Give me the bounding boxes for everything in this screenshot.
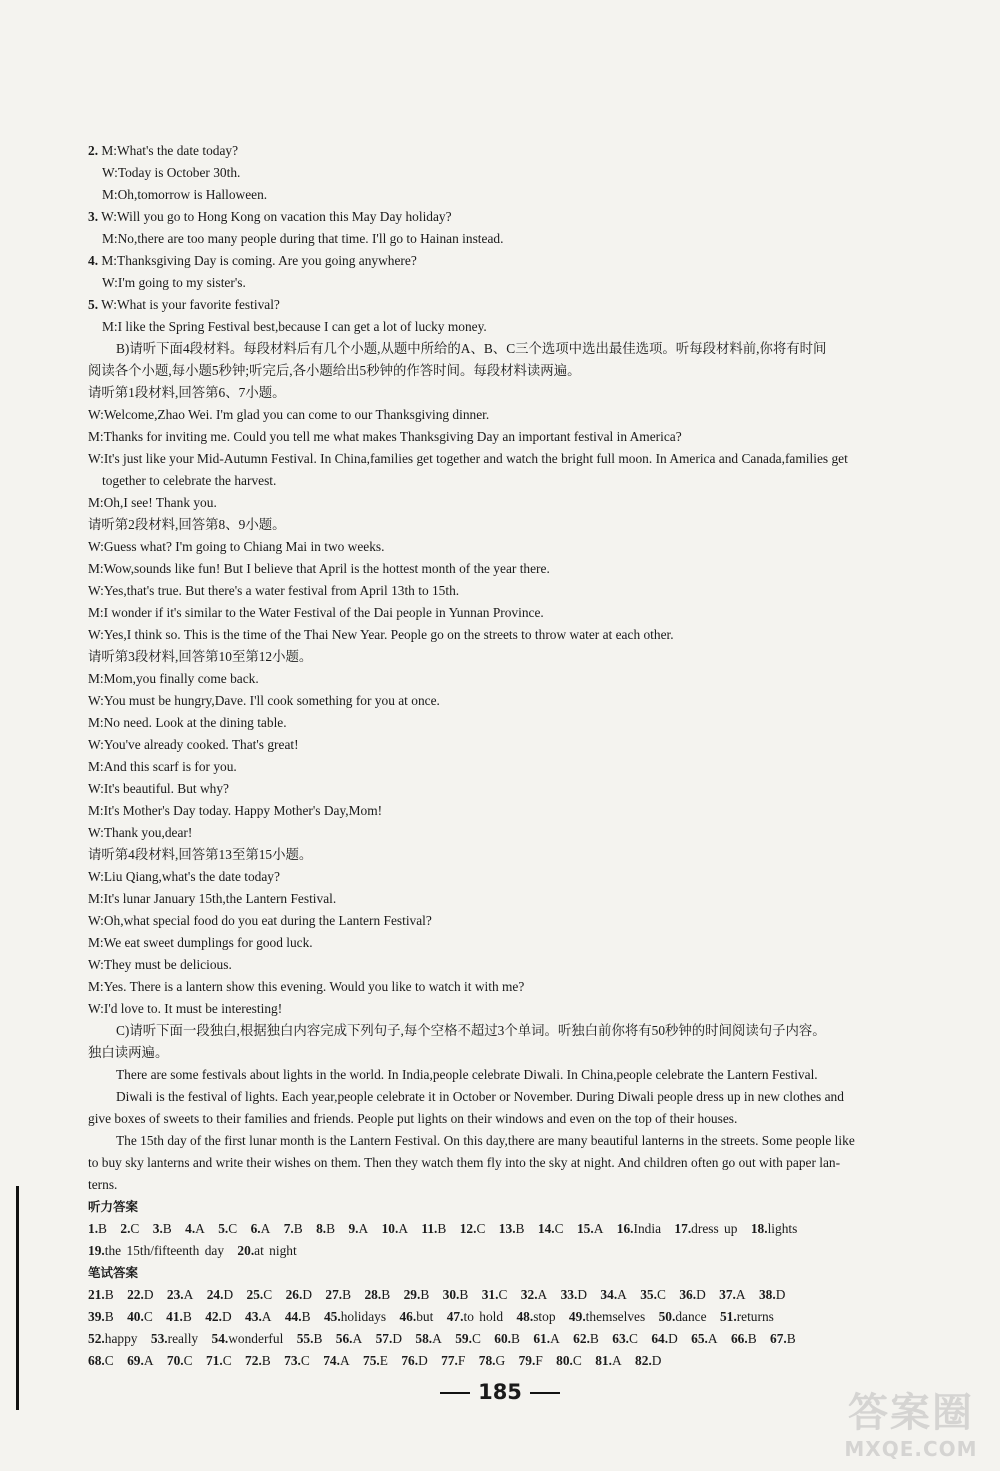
answer-item: 34.A: [600, 1287, 627, 1302]
answer-row: [88, 1218, 948, 1240]
text-line: terns.: [88, 1177, 118, 1192]
answer-item: 31.C: [481, 1287, 508, 1302]
answer-item: 4.A: [185, 1221, 205, 1236]
text-line: 请听第1段材料,回答第6、7小题。: [88, 385, 286, 400]
text-line: W:It's just like your Mid-Autumn Festival. In China,families get together and watch the bright full moon. In America and Canada,families get: [88, 451, 848, 466]
listening-answers-heading: 听力答案: [88, 1199, 139, 1214]
answer-row: [88, 1350, 948, 1372]
answer-item: 68.C: [88, 1353, 114, 1368]
answer-item: 11.B: [421, 1221, 447, 1236]
answer-item: 7.B: [283, 1221, 303, 1236]
text-line: W:You've already cooked. That's great!: [88, 737, 299, 752]
listening-answers: [88, 1218, 948, 1262]
answer-item: 45.holidays: [323, 1309, 387, 1324]
answer-item: 21.B: [88, 1287, 114, 1302]
written-answers: [88, 1284, 948, 1372]
answer-item: 39.B: [88, 1309, 114, 1324]
answer-item: 79.F: [518, 1353, 543, 1368]
text-line: W:You must be hungry,Dave. I'll cook something for you at once.: [88, 693, 440, 708]
answer-item: 15.A: [576, 1221, 604, 1236]
answer-item: 10.A: [381, 1221, 408, 1236]
transcript: [88, 140, 948, 1196]
answer-item: 36.D: [679, 1287, 706, 1302]
dash-right: [530, 1392, 560, 1394]
answer-item: 13.B: [498, 1221, 525, 1236]
text-line: W:Thank you,dear!: [88, 825, 193, 840]
answer-item: 9.A: [348, 1221, 369, 1236]
text-line: Diwali is the festival of lights. Each year,people celebrate it in October or November. During Diwali people dress up in new clothes and: [116, 1089, 844, 1104]
answer-row: [88, 1284, 948, 1306]
text-line: M:Oh,I see! Thank you.: [88, 495, 217, 510]
answer-item: 74.A: [323, 1353, 350, 1368]
text-line: W:Yes,I think so. This is the time of the Thai New Year. People go on the streets to throw water at each other.: [88, 627, 674, 642]
answer-item: 62.B: [573, 1331, 599, 1346]
answer-item: 66.B: [730, 1331, 757, 1346]
answer-item: 24.D: [206, 1287, 234, 1302]
text-line: The 15th day of the first lunar month is the Lantern Festival. On this day,there are many beautiful lanterns in the streets. Some people like: [116, 1133, 855, 1148]
answer-item: 19.the 15th/fifteenth day: [88, 1243, 225, 1258]
answer-item: 71.C: [205, 1353, 232, 1368]
answer-row: [88, 1240, 948, 1262]
answer-item: 29.B: [403, 1287, 430, 1302]
text-line: 请听第3段材料,回答第10至第12小题。: [88, 649, 313, 664]
text-line: M:We eat sweet dumplings for good luck.: [88, 935, 313, 950]
answer-item: 40.C: [127, 1309, 153, 1324]
text-line: W:It's beautiful. But why?: [88, 781, 230, 796]
answer-row: [88, 1306, 948, 1328]
text-line: W:I'm going to my sister's.: [102, 275, 246, 290]
answer-item: 76.D: [401, 1353, 428, 1368]
answer-item: 26.D: [285, 1287, 313, 1302]
question-number: 3.: [88, 209, 99, 224]
answer-item: 33.D: [560, 1287, 588, 1302]
answer-item: 3.B: [152, 1221, 172, 1236]
text-line: W:Today is October 30th.: [102, 165, 241, 180]
text-line: 2. M:What's the date today?: [88, 143, 239, 158]
text-line: M:Wow,sounds like fun! But I believe that April is the hottest month of the year there.: [88, 561, 550, 576]
text-line: M:It's Mother's Day today. Happy Mother's Day,Mom!: [88, 803, 383, 818]
text-line: M:Thanks for inviting me. Could you tell me what makes Thanksgiving Day an important festival in America?: [88, 429, 682, 444]
watermark-logo: [836, 1389, 986, 1461]
answer-item: 41.B: [166, 1309, 192, 1324]
text-line: 3. W:Will you go to Hong Kong on vacation this May Day holiday?: [88, 209, 452, 224]
text-line: give boxes of sweets to their families and friends. People put lights on their windows and even on the top of their houses.: [88, 1111, 738, 1126]
answer-item: 55.B: [296, 1331, 323, 1346]
answer-item: 23.A: [166, 1287, 194, 1302]
text-line: 4. M:Thanksgiving Day is coming. Are you going anywhere?: [88, 253, 417, 268]
text-line: W:Yes,that's true. But there's a water festival from April 13th to 15th.: [88, 583, 460, 598]
text-line: M:And this scarf is for you.: [88, 759, 237, 774]
question-number: 2.: [88, 143, 99, 158]
answer-item: 47.to hold: [446, 1309, 504, 1324]
answer-item: 50.dance: [658, 1309, 707, 1324]
dash-left: [440, 1392, 470, 1394]
text-line: M:Mom,you finally come back.: [88, 671, 259, 686]
answer-item: 82.D: [635, 1353, 662, 1368]
answer-item: 16.India: [616, 1221, 662, 1236]
answer-item: 80.C: [556, 1353, 582, 1368]
answer-item: 2.C: [120, 1221, 140, 1236]
page-number-text: 185: [478, 1380, 522, 1404]
answer-item: 30.B: [442, 1287, 469, 1302]
answer-item: 52.happy: [88, 1331, 138, 1346]
answer-item: 38.D: [758, 1287, 786, 1302]
answer-item: 48.stop: [516, 1309, 556, 1324]
answer-item: 17.dress up: [674, 1221, 738, 1236]
answer-item: 73.C: [284, 1353, 310, 1368]
text-line: M:No,there are too many people during that time. I'll go to Hainan instead.: [102, 231, 504, 246]
answer-item: 35.C: [640, 1287, 666, 1302]
answer-item: 54.wonderful: [211, 1331, 284, 1346]
written-answers-heading: 笔试答案: [88, 1265, 139, 1280]
answer-item: 28.B: [364, 1287, 391, 1302]
answer-item: 44.B: [284, 1309, 311, 1324]
text-line: W:They must be delicious.: [88, 957, 232, 972]
answer-item: 32.A: [520, 1287, 548, 1302]
text-line: W:I'd love to. It must be interesting!: [88, 1001, 283, 1016]
answer-item: 64.D: [651, 1331, 678, 1346]
text-line: W:Liu Qiang,what's the date today?: [88, 869, 280, 884]
page-content: [88, 140, 948, 1372]
answer-item: 69.A: [127, 1353, 154, 1368]
text-line: M:It's lunar January 15th,the Lantern Festival.: [88, 891, 337, 906]
answer-item: 49.themselves: [568, 1309, 646, 1324]
text-line: together to celebrate the harvest.: [102, 473, 277, 488]
answer-item: 8.B: [316, 1221, 336, 1236]
text-line: 请听第4段材料,回答第13至第15小题。: [88, 847, 313, 862]
text-line: C)请听下面一段独白,根据独白内容完成下列句子,每个空格不超过3个单词。听独白前你将有50秒钟的时间阅读句子内容。: [116, 1023, 826, 1038]
watermark-small: MXQE.COM: [844, 1437, 978, 1461]
answer-item: 18.lights: [750, 1221, 798, 1236]
text-line: 5. W:What is your favorite festival?: [88, 297, 280, 312]
answer-item: 77.F: [441, 1353, 466, 1368]
text-line: 独白读两遍。: [88, 1045, 169, 1060]
text-line: M:Yes. There is a lantern show this evening. Would you like to watch it with me?: [88, 979, 525, 994]
answer-item: 67.B: [770, 1331, 796, 1346]
answer-item: 81.A: [595, 1353, 622, 1368]
answer-item: 22.D: [127, 1287, 154, 1302]
answer-item: 78.G: [478, 1353, 506, 1368]
answer-item: 70.C: [166, 1353, 193, 1368]
answer-row: [88, 1328, 948, 1350]
text-line: M:I wonder if it's similar to the Water Festival of the Dai people in Yunnan Province.: [88, 605, 544, 620]
answer-item: 56.A: [335, 1331, 363, 1346]
watermark-big: 答案圈: [848, 1390, 974, 1436]
answer-item: 63.C: [612, 1331, 638, 1346]
answer-item: 51.returns: [719, 1309, 774, 1324]
answer-item: 1.B: [88, 1221, 107, 1236]
margin-bar: [16, 1186, 19, 1410]
text-line: W:Oh,what special food do you eat during the Lantern Festival?: [88, 913, 432, 928]
answer-item: 53.really: [150, 1331, 199, 1346]
answer-item: 60.B: [494, 1331, 520, 1346]
text-line: There are some festivals about lights in the world. In India,people celebrate Diwali. In China,people celebrate the Lantern Festival.: [116, 1067, 818, 1082]
text-line: M:I like the Spring Festival best,because I can get a lot of lucky money.: [102, 319, 487, 334]
answer-item: 12.C: [459, 1221, 486, 1236]
question-number: 5.: [88, 297, 99, 312]
answer-item: 43.A: [245, 1309, 272, 1324]
answer-item: 58.A: [415, 1331, 442, 1346]
text-line: B)请听下面4段材料。每段材料后有几个小题,从题中所给的A、B、C三个选项中选出最佳选项。听每段材料前,你将有时间: [116, 341, 827, 356]
answer-item: 5.C: [218, 1221, 238, 1236]
text-line: M:Oh,tomorrow is Halloween.: [102, 187, 268, 202]
question-number: 4.: [88, 253, 99, 268]
text-line: W:Guess what? I'm going to Chiang Mai in two weeks.: [88, 539, 385, 554]
text-line: 阅读各个小题,每小题5秒钟;听完后,各小题给出5秒钟的作答时间。每段材料读两遍。: [88, 363, 581, 378]
answer-item: 37.A: [719, 1287, 746, 1302]
answer-item: 46.but: [399, 1309, 434, 1324]
answer-item: 59.C: [455, 1331, 481, 1346]
text-line: 请听第2段材料,回答第8、9小题。: [88, 517, 286, 532]
answer-item: 75.E: [363, 1353, 388, 1368]
answer-item: 20.at night: [237, 1243, 297, 1258]
answer-item: 57.D: [375, 1331, 402, 1346]
answer-item: 42.D: [205, 1309, 232, 1324]
answer-item: 14.C: [537, 1221, 564, 1236]
answer-item: 61.A: [533, 1331, 560, 1346]
text-line: to buy sky lanterns and write their wishes on them. Then they watch them fly into the sky at night. And children often go out with paper lan-: [88, 1155, 841, 1170]
answer-item: 65.A: [691, 1331, 718, 1346]
answer-item: 25.C: [246, 1287, 273, 1302]
text-line: M:No need. Look at the dining table.: [88, 715, 287, 730]
text-line: W:Welcome,Zhao Wei. I'm glad you can come to our Thanksgiving dinner.: [88, 407, 490, 422]
answer-item: 27.B: [325, 1287, 352, 1302]
answer-item: 6.A: [250, 1221, 271, 1236]
answer-item: 72.B: [245, 1353, 271, 1368]
